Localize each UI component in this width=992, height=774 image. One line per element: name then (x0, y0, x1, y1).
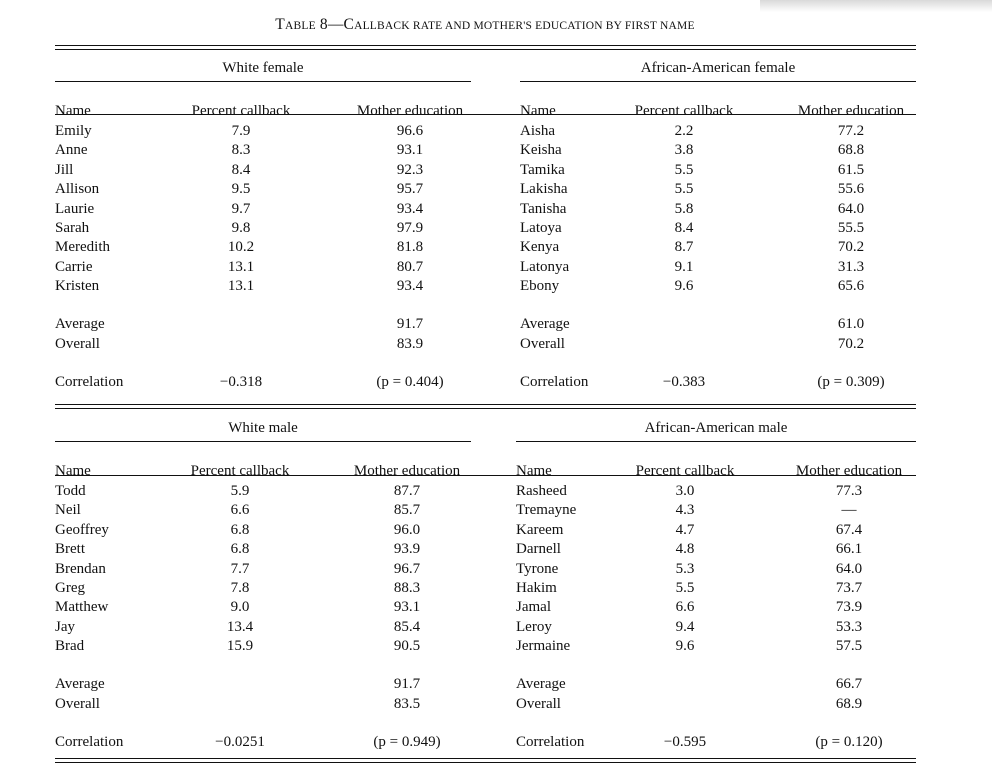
percent-callback-value: 13.1 (227, 278, 255, 295)
mother-education-value: 90.5 (393, 638, 421, 655)
table-row (520, 259, 940, 277)
overall-education-value: 68.9 (835, 695, 863, 712)
table-row (55, 220, 475, 238)
percent-callback-value: 5.3 (675, 560, 695, 577)
mother-education-value: 96.6 (396, 123, 424, 139)
overall-row (55, 696, 475, 714)
middle-rule-2 (55, 408, 916, 409)
mother-education-value: — (841, 502, 857, 519)
average-label: Average (55, 316, 105, 332)
table-row (520, 181, 940, 199)
group-header: White male (228, 420, 298, 436)
first-name: Brad (55, 638, 85, 655)
first-name: Latoya (520, 220, 562, 236)
bottom-rule-1 (55, 758, 916, 759)
table-row (520, 220, 940, 238)
first-name: Rasheed (516, 483, 567, 499)
group-header: African-American male (644, 420, 788, 436)
mother-education-value: 93.4 (396, 200, 424, 217)
percent-callback-value: 9.8 (231, 220, 251, 236)
first-name: Emily (55, 123, 92, 139)
table-row (55, 162, 475, 180)
percent-callback-value: 9.6 (675, 638, 695, 655)
first-name: Jill (55, 161, 74, 178)
average-row (516, 676, 936, 694)
table-row (516, 502, 936, 520)
percent-callback-value: 6.6 (675, 599, 695, 616)
percent-callback-value: 9.4 (675, 618, 695, 635)
correlation-p-value: (p = 0.120) (815, 734, 883, 750)
group-rule-white-female (55, 81, 471, 82)
percent-callback-value: 9.0 (230, 599, 250, 616)
percent-callback-value: 5.9 (230, 483, 250, 499)
percent-callback-value: 9.6 (674, 278, 694, 295)
table-row (55, 201, 475, 219)
overall-row (516, 696, 936, 714)
correlation-label: Correlation (516, 734, 585, 750)
mother-education-value: 93.1 (396, 142, 424, 159)
overall-education-value: 83.5 (393, 695, 421, 712)
average-education-value: 61.0 (837, 316, 865, 332)
mother-education-value: 66.1 (835, 541, 863, 558)
mother-education-value: 57.5 (835, 638, 863, 655)
first-name: Todd (55, 483, 86, 499)
correlation-label: Correlation (520, 374, 589, 390)
first-name: Kareem (516, 521, 564, 538)
correlation-row (55, 374, 475, 392)
table-row (516, 522, 936, 540)
first-name: Anne (55, 142, 88, 159)
table-row (55, 502, 475, 520)
percent-callback-value: 9.5 (231, 181, 251, 198)
correlation-row (55, 734, 475, 752)
middle-rule-1 (55, 404, 916, 405)
table-row (520, 162, 940, 180)
overall-education-value: 70.2 (837, 335, 865, 352)
correlation-row (516, 734, 936, 752)
column-header-name: Name (55, 463, 91, 479)
first-name: Tremayne (516, 502, 577, 519)
percent-callback-value: 8.3 (231, 142, 251, 159)
percent-callback-value: 8.4 (674, 220, 694, 236)
top-rule-1 (55, 45, 916, 46)
percent-callback-value: 3.8 (674, 142, 694, 159)
first-name: Allison (55, 181, 100, 198)
overall-row (55, 336, 475, 354)
percent-callback-value: 7.8 (230, 580, 250, 596)
mother-education-value: 68.8 (837, 142, 865, 159)
mother-education-value: 85.4 (393, 618, 421, 635)
group-rule-white-male (55, 441, 471, 442)
column-header-mother-education: Mother education (797, 103, 905, 119)
page-edge-shadow (760, 0, 992, 12)
mother-education-value: 55.6 (837, 181, 865, 198)
first-name: Matthew (55, 599, 109, 616)
mother-education-value: 93.1 (393, 599, 421, 616)
table-row (520, 142, 940, 160)
mother-education-value: 65.6 (837, 278, 865, 295)
group-header: White female (222, 60, 304, 76)
column-header-mother-education: Mother education (795, 463, 903, 479)
table-row (520, 278, 940, 296)
correlation-p-value: (p = 0.404) (376, 374, 444, 390)
column-header-percent-callback: Percent callback (634, 103, 734, 119)
mother-education-value: 73.7 (835, 580, 863, 596)
mother-education-value: 77.3 (835, 483, 863, 499)
table-row (520, 201, 940, 219)
percent-callback-value: 5.5 (675, 580, 695, 596)
table-row (55, 278, 475, 296)
first-name: Keisha (520, 142, 562, 159)
first-name: Carrie (55, 258, 93, 275)
column-header-percent-callback: Percent callback (190, 463, 290, 479)
percent-callback-value: 13.4 (226, 618, 254, 635)
percent-callback-value: 4.3 (675, 502, 695, 519)
average-row (55, 676, 475, 694)
first-name: Greg (55, 580, 85, 596)
percent-callback-value: 5.5 (674, 181, 694, 198)
mother-education-value: 92.3 (396, 161, 424, 178)
overall-education-value: 83.9 (396, 335, 424, 352)
first-name: Sarah (55, 220, 90, 236)
overall-label: Overall (55, 335, 100, 352)
table-row (55, 142, 475, 160)
table-row (55, 181, 475, 199)
overall-row (520, 336, 940, 354)
mother-education-value: 80.7 (396, 258, 424, 275)
first-name: Brett (55, 541, 85, 558)
table-row (55, 541, 475, 559)
table-row (516, 638, 936, 656)
percent-callback-value: 7.7 (230, 560, 250, 577)
average-row (55, 316, 475, 334)
table-row (55, 483, 475, 501)
mother-education-value: 81.8 (396, 239, 424, 256)
percent-callback-value: 8.4 (231, 161, 251, 178)
title-rest: ALLBACK RATE AND MOTHER'S EDUCATION BY FIRST NAME (354, 20, 695, 32)
mother-education-value: 31.3 (837, 258, 865, 275)
title-prefix: T (275, 16, 285, 33)
mother-education-value: 64.0 (837, 200, 865, 217)
first-name: Brendan (55, 560, 106, 577)
percent-callback-value: 5.8 (674, 200, 694, 217)
percent-callback-value: 5.5 (674, 161, 694, 178)
mother-education-value: 77.2 (837, 123, 865, 139)
mother-education-value: 67.4 (835, 521, 863, 538)
first-name: Kenya (520, 239, 560, 256)
average-label: Average (516, 676, 566, 692)
mother-education-value: 70.2 (837, 239, 865, 256)
correlation-value: −0.383 (662, 374, 706, 390)
first-name: Tamika (520, 161, 565, 178)
percent-callback-value: 7.9 (231, 123, 251, 139)
table-row (516, 561, 936, 579)
mother-education-value: 87.7 (393, 483, 421, 499)
mother-education-value: 88.3 (393, 580, 421, 596)
first-name: Hakim (516, 580, 557, 596)
column-header-percent-callback: Percent callback (191, 103, 291, 119)
group-header: African-American female (640, 60, 796, 76)
percent-callback-value: 3.0 (675, 483, 695, 499)
table-row (516, 483, 936, 501)
table-title (0, 16, 970, 34)
percent-callback-value: 15.9 (226, 638, 254, 655)
first-name: Jermaine (516, 638, 571, 655)
first-name: Meredith (55, 239, 110, 256)
table-row (55, 561, 475, 579)
group-rule-aa-female (520, 81, 916, 82)
mother-education-value: 96.7 (393, 560, 421, 577)
correlation-p-value: (p = 0.949) (373, 734, 441, 750)
first-name: Tanisha (520, 200, 567, 217)
average-education-value: 66.7 (835, 676, 863, 692)
percent-callback-value: 10.2 (227, 239, 255, 256)
average-education-value: 91.7 (396, 316, 424, 332)
mother-education-value: 93.4 (396, 278, 424, 295)
table-row (55, 239, 475, 257)
table-row (520, 123, 940, 141)
overall-label: Overall (55, 695, 100, 712)
table-row (516, 541, 936, 559)
correlation-value: −0.318 (219, 374, 263, 390)
column-header-name: Name (55, 103, 91, 119)
percent-callback-value: 9.1 (674, 258, 694, 275)
mother-education-value: 93.9 (393, 541, 421, 558)
average-education-value: 91.7 (393, 676, 421, 692)
correlation-row (520, 374, 940, 392)
overall-label: Overall (516, 695, 561, 712)
mother-education-value: 85.7 (393, 502, 421, 519)
correlation-label: Correlation (55, 374, 124, 390)
first-name: Jay (55, 618, 75, 635)
table-row (55, 638, 475, 656)
first-name: Leroy (516, 618, 552, 635)
table-row (516, 619, 936, 637)
column-header-mother-education: Mother education (356, 103, 464, 119)
correlation-label: Correlation (55, 734, 124, 750)
first-name: Aisha (520, 123, 555, 139)
correlation-value: −0.595 (663, 734, 707, 750)
percent-callback-value: 6.8 (230, 541, 250, 558)
column-header-mother-education: Mother education (353, 463, 461, 479)
average-row (520, 316, 940, 334)
top-rule-2 (55, 49, 916, 50)
mother-education-value: 61.5 (837, 161, 865, 178)
title-number: 8—C (319, 16, 355, 33)
table-row (55, 599, 475, 617)
title-table-word: ABLE (284, 20, 316, 32)
overall-label: Overall (520, 335, 565, 352)
mother-education-value: 97.9 (396, 220, 424, 236)
first-name: Lakisha (520, 181, 568, 198)
percent-callback-value: 6.8 (230, 521, 250, 538)
average-label: Average (55, 676, 105, 692)
table-row (55, 619, 475, 637)
first-name: Jamal (516, 599, 551, 616)
correlation-value: −0.0251 (215, 734, 265, 750)
mother-education-value: 53.3 (835, 618, 863, 635)
first-name: Neil (55, 502, 81, 519)
first-name: Laurie (55, 200, 95, 217)
percent-callback-value: 6.6 (230, 502, 250, 519)
first-name: Latonya (520, 258, 570, 275)
percent-callback-value: 4.7 (675, 521, 695, 538)
table-row (516, 599, 936, 617)
percent-callback-value: 13.1 (227, 258, 255, 275)
table-row (55, 580, 475, 598)
percent-callback-value: 9.7 (231, 200, 251, 217)
first-name: Tyrone (516, 560, 559, 577)
mother-education-value: 64.0 (835, 560, 863, 577)
column-header-name: Name (516, 463, 552, 479)
correlation-p-value: (p = 0.309) (817, 374, 885, 390)
table-row (55, 522, 475, 540)
first-name: Darnell (516, 541, 561, 558)
table-row (55, 123, 475, 141)
column-header-name: Name (520, 103, 556, 119)
mother-education-value: 73.9 (835, 599, 863, 616)
column-header-percent-callback: Percent callback (635, 463, 735, 479)
group-rule-aa-male (516, 441, 916, 442)
first-name: Kristen (55, 278, 100, 295)
mother-education-value: 95.7 (396, 181, 424, 198)
percent-callback-value: 8.7 (674, 239, 694, 256)
mother-education-value: 55.5 (837, 220, 865, 236)
first-name: Ebony (520, 278, 560, 295)
average-label: Average (520, 316, 570, 332)
percent-callback-value: 4.8 (675, 541, 695, 558)
bottom-rule-2 (55, 762, 916, 763)
table-row (55, 259, 475, 277)
mother-education-value: 96.0 (393, 521, 421, 538)
percent-callback-value: 2.2 (674, 123, 694, 139)
table-row (516, 580, 936, 598)
table-row (520, 239, 940, 257)
first-name: Geoffrey (55, 521, 109, 538)
